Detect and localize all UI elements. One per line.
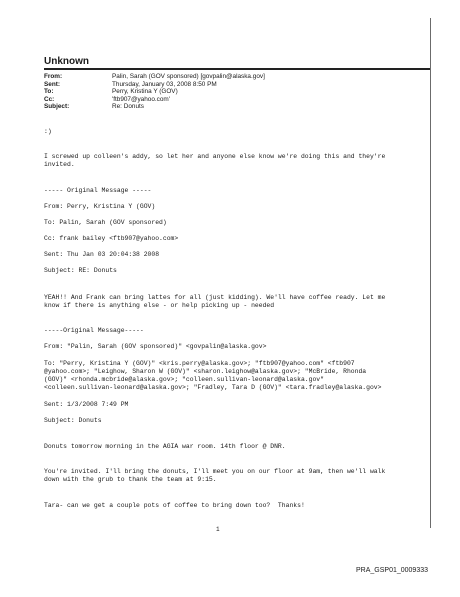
header-value: Re: Donuts [112,103,144,110]
title-divider [44,68,430,70]
header-row-to [44,88,424,96]
page-number: 1 [216,526,220,533]
body-paragraph: I screwed up colleen's addy, so let her and anyone else know we're doing this and they're invited. [44,153,386,168]
email-title: Unknown [44,56,89,67]
header-label: Sent: [44,80,60,88]
header-label: Cc: [44,95,55,103]
header-row-from [44,73,424,81]
bates-number: PRA_GSP01_0009333 [356,567,428,574]
header-label: From: [44,73,63,80]
header-row-cc [44,96,424,104]
quoted-header-sent: Sent: Thu Jan 03 20:04:38 2008 [44,251,160,258]
header-label: To: [44,88,54,95]
body-paragraph: You're invited. I'll bring the donuts, I'll meet you on our floor at 9am, then we'll walk down with the grub to thank the team at 9:15. [44,468,386,483]
body-paragraph: Donuts tomorrow morning in the AGIA war room. 14th floor @ DNR. [44,443,286,450]
quoted-header-from: From: "Palin, Sarah (GOV sponsored)" <govpalin@alaska.gov> [44,343,267,350]
original-message-separator: ----- Original Message ----- [44,187,152,194]
header-row-subject [44,103,424,111]
header-label: Subject: [44,103,70,110]
body-paragraph: YEAH!! And Frank can bring lattes for all (just kidding). We'll have coffee ready. Let me know if there is anything else - or help picking up - needed [44,294,386,309]
original-message-separator: -----Original Message----- [44,327,144,334]
quoted-header-sent: Sent: 1/3/2008 7:49 PM [44,401,129,408]
quoted-header-subject: Subject: RE: Donuts [44,267,117,274]
body-line-smiley: :) [44,128,52,135]
quoted-header-to: To: "Perry, Kristina Y (GOV)" <kris.perry@alaska.gov>; "ftb907@yahoo.com" <ftb907 @yahoo.com>; "Leighow, Sharon W (GOV)" <sharon.leighow@alaska.gov>; "McBride, Rhonda (GOV)" <rhonda.mcbride@alaska.gov>; "colleen.sullivan-leonard@alaska.gov" <colleen.sullivan-leonard@alaska.gov>; "Fradley, Tara D (GOV)" <tara.fradley@alaska.gov> [44,360,382,391]
quoted-header-cc: Cc: frank bailey <ftb907@yahoo.com> [44,235,179,242]
header-value: Thursday, January 03, 2008 8:50 PM [112,80,217,88]
body-paragraph: Tara- can we get a couple pots of coffee to bring down too? Thanks! [44,502,305,509]
header-row-sent [44,81,424,89]
quoted-header-subject: Subject: Donuts [44,417,102,424]
quoted-header-from: From: Perry, Kristina Y (GOV) [44,203,156,210]
header-value: 'ftb907@yahoo.com' [112,95,170,103]
quoted-header-to: To: Palin, Sarah (GOV sponsored) [44,219,167,226]
header-value: Perry, Kristina Y (GOV) [112,88,178,95]
email-header [44,73,424,111]
header-value: Palin, Sarah (GOV sponsored) [govpalin@alaska.gov] [112,73,265,80]
